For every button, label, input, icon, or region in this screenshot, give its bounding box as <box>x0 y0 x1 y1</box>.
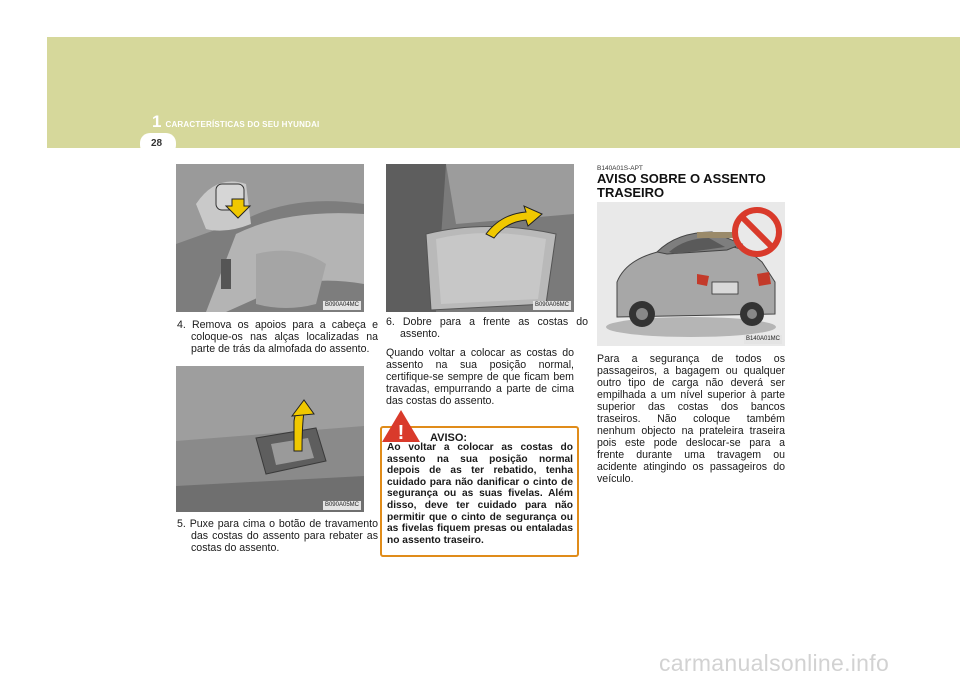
chapter-title: CARACTERÍSTICAS DO SEU HYUNDAI <box>165 120 320 129</box>
section-title: AVISO SOBRE O ASSENTO TRASEIRO <box>597 171 766 200</box>
photo-headrest-removal <box>176 164 364 312</box>
release-button-illustration <box>176 366 364 512</box>
chapter-number: 1 <box>152 112 162 131</box>
seat-return-paragraph: Quando voltar a colocar as costas do assento na sua posição normal, certifique-se sempre de que ficam bem travadas, empurrando a parte de cima das costas do assento. <box>386 347 574 407</box>
section-code: B140A01S-APT <box>597 165 643 172</box>
watermark: carmanualsonline.info <box>659 650 890 676</box>
photo-code: B090A05MC <box>324 502 359 508</box>
folded-seat-illustration <box>386 164 574 312</box>
headrest-illustration <box>176 164 364 312</box>
chapter-heading <box>152 112 319 132</box>
prohibition-icon <box>731 206 783 258</box>
warning-title: AVISO: <box>430 432 468 444</box>
rear-seat-warning-paragraph: Para a segurança de todos os passageiros, a bagagem ou qualquer outro tipo de carga não deverá ser empilhada a um nível superior à parte superior das costas dos bancos traseiros. Não coloque também nenhum objecto na prateleira traseira pois este pode deslocar-se para a frente durante uma travagem ou acidente atingindo os passageiros do veículo. <box>597 353 785 485</box>
step-5-text: 5. Puxe para cima o botão de travamento das costas do assento para rebater as costas do assento. <box>177 518 378 554</box>
photo-code: B090A06MC <box>534 302 569 308</box>
warning-exclamation-icon: ! <box>397 422 405 443</box>
photo-car-rear <box>597 202 785 346</box>
warning-triangle-icon <box>381 409 421 443</box>
page-number: 28 <box>151 138 163 149</box>
warning-box <box>380 426 579 557</box>
photo-seat-release-button <box>176 366 364 512</box>
warning-text: Ao voltar a colocar as costas do assento na sua posição normal depois de as ter rebatido, tenha cuidado para não danificar o cinto de segurança ou as suas fivelas. Além disso, deve ter cuidado para não permitir que o cinto de segurança ou as fivelas fiquem presas ou entaladas no assento traseiro. <box>387 442 573 546</box>
step-4-text: 4. Remova os apoios para a cabeça e coloque-os nas alças localizadas na parte de trás da almofada do assento. <box>177 319 378 355</box>
step-6-text: 6. Dobre para a frente as costas do assento. <box>386 316 588 340</box>
photo-folded-seat <box>386 164 574 312</box>
photo-code: B140A01MC <box>745 336 780 342</box>
photo-code: B090A04MC <box>324 302 359 308</box>
